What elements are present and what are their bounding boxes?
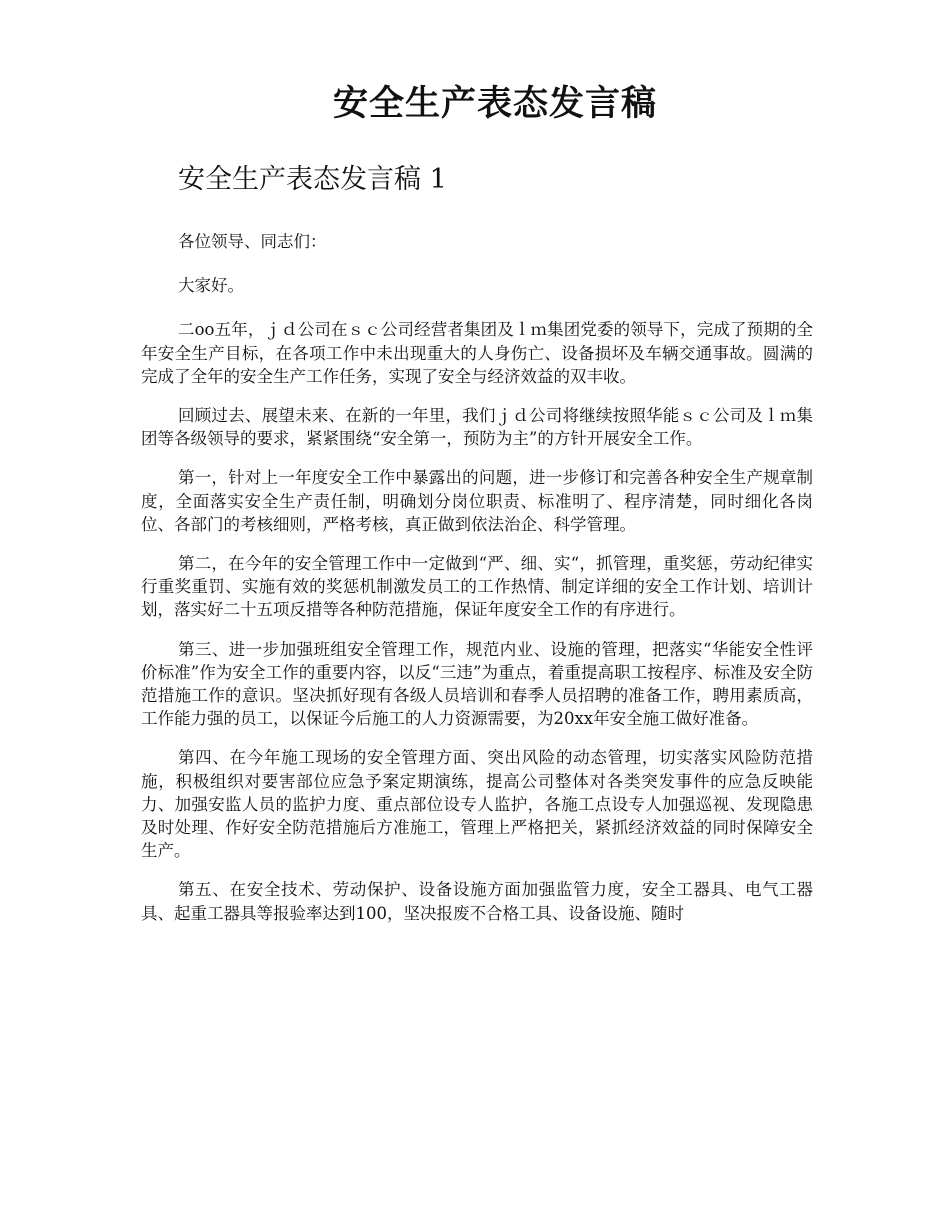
document-title: 安全生产表态发言稿 [332,83,657,124]
paragraph-point-2: 第二，在今年的安全管理工作中一定做到“严、细、实“，抓管理，重奖惩，劳动纪律实行重奖重罚、实施有效的奖惩机制激发员工的工作热情、制定详细的安全工作计划、培训计划，落实好二十五项反措等各种防范措施，保证年度安全工作的有序进行。 [141,554,813,620]
paragraph-point-5: 第五、在安全技术、劳动保护、设备设施方面加强监管力度，安全工器具、电气工器具、起重工器具等报验率达到100，坚决报废不合格工具、设备设施、随时 [141,880,813,923]
paragraph-outlook: 回顾过去、展望未来、在新的一年里，我们ｊｄ公司将继续按照华能ｓｃ公司及ｌｍ集团等各级领导的要求，紧紧围绕“安全第一，预防为主”的方针开展安全工作。 [141,406,813,449]
paragraph-point-3: 第三、进一步加强班组安全管理工作，规范内业、设施的管理，把落实“华能安全性评价标准”作为安全工作的重要内容，以反“三违”为重点，着重提高职工按程序、标准及安全防范措施工作的意识。坚决抓好现有各级人员培训和春季人员招聘的准备工作，聘用素质高，工作能力强的员工，以保证今后施工的人力资源需要，为20xx年安全施工做好准备。 [141,639,813,729]
paragraph-review: 二oo五年，ｊｄ公司在ｓｃ公司经营者集团及ｌｍ集团党委的领导下，完成了预期的全年安全生产目标，在各项工作中未出现重大的人身伤亡、设备损坏及车辆交通事故。圆满的完成了全年的安全生产工作任务，实现了安全与经济效益的双丰收。 [141,320,813,386]
document-body [141,230,813,941]
paragraph-salutation: 各位领导、同志们： [178,232,327,251]
paragraph-greeting: 大家好。 [178,276,244,296]
section-heading: 安全生产表态发言稿 1 [178,164,447,195]
paragraph-point-1: 第一，针对上一年度安全工作中暴露出的问题，进一步修订和完善各种安全生产规章制度，全面落实安全生产责任制，明确划分岗位职责、标准明了、程序清楚，同时细化各岗位、各部门的考核细则，严格考核，真正做到依法治企、科学管理。 [141,468,813,534]
paragraph-point-4: 第四、在今年施工现场的安全管理方面、突出风险的动态管理，切实落实风险防范措施，积极组织对要害部位应急予案定期演练，提高公司整体对各类突发事件的应急反映能力、加强安监人员的监护力度、重点部位设专人监护，各施工点设专人加强巡视、发现隐患及时处理、作好安全防范措施后方准施工，管理上严格把关，紧抓经济效益的同时保障安全生产。 [141,748,813,861]
